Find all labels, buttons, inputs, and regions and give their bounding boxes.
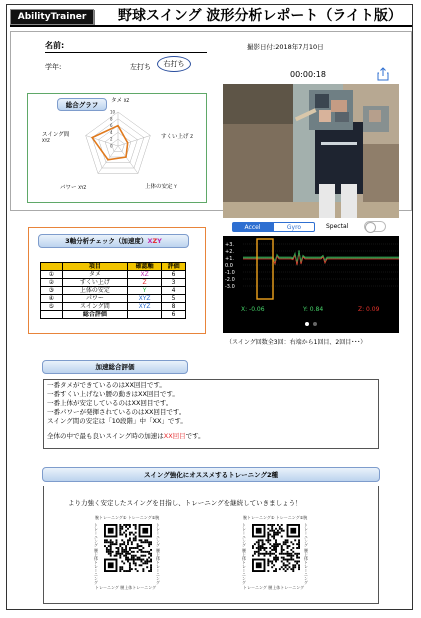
cell-axis: XYZ <box>128 295 162 303</box>
swing-count-note: （スイング回数全3回：右端から1回目、2回目･･･） <box>226 339 367 346</box>
training-subtitle: より力強く安定したスイングを目指し、トレーニングを継続していきましょう！ <box>68 499 302 507</box>
table-row <box>41 271 186 279</box>
wave-y-tick-label: -1.0 <box>225 270 235 276</box>
cell-score: 4 <box>162 287 186 295</box>
page-dot-active[interactable] <box>305 322 309 326</box>
radar-axis-label-sukuiage: すくい上げ Z <box>161 134 194 140</box>
table-row <box>41 279 186 287</box>
check3-title: 3軸分析チェック（加速度）XZY <box>38 234 189 248</box>
cell-total-label: 総合評価 <box>62 311 127 319</box>
left-batter-option[interactable]: 左打ち <box>130 63 151 71</box>
readout-x: X: -0.06 <box>241 306 265 313</box>
table-row <box>41 295 186 303</box>
cell-axis: XZ <box>128 271 162 279</box>
cell-axis: Y <box>128 287 162 295</box>
waveform-graph <box>223 236 399 333</box>
qr-code-2[interactable] <box>252 524 300 572</box>
name-underline <box>45 52 207 53</box>
page-dot[interactable] <box>313 322 317 326</box>
spectral-label: Spectal <box>326 223 349 230</box>
card-1-bottom-text: トレーニング 腰上体トレーニング <box>95 585 157 590</box>
cell-item: パワー <box>62 295 127 303</box>
radar-chart <box>28 94 206 202</box>
share-icon[interactable] <box>376 66 390 80</box>
evaluation-line-2: 一番すくい上げない腰の動きはXX回目です。 <box>47 390 179 398</box>
cell-score: 3 <box>162 279 186 287</box>
cell-item: スイング間 <box>62 303 127 311</box>
swing-video-frame[interactable] <box>223 84 399 218</box>
cell-no: ④ <box>41 295 63 303</box>
app-logo: AbilityTrainer <box>10 9 94 25</box>
readout-z: Z: 0.09 <box>358 306 380 313</box>
card-2-bottom-text: トレーニング 腰上体トレーニング <box>243 585 305 590</box>
card-2-left-text: トレーニング 腰上体トレーニング <box>242 523 247 585</box>
wave-series-y <box>243 252 399 262</box>
cell-no: ⑤ <box>41 303 63 311</box>
wave-y-tick-label: -2.0 <box>225 277 235 283</box>
cell-axis: XYZ <box>128 303 162 311</box>
cell-item: すくい上げ <box>62 279 127 287</box>
wave-series-x <box>243 250 399 265</box>
radar-axis-label-tame: タメ XZ <box>111 98 130 104</box>
check3-table <box>40 262 186 319</box>
evaluation-summary: 全体の中で最も良いスイング時の加速はXX回目です。 <box>47 432 205 440</box>
check3-table-wrap <box>40 262 190 319</box>
table-row <box>41 287 186 295</box>
wave-y-tick-label: +2. <box>225 249 234 255</box>
report-title: 野球スイング 波形分析レポート（ライト版） <box>118 8 402 24</box>
evaluation-text <box>43 379 379 449</box>
cell-no: ② <box>41 279 63 287</box>
card-1-left-text: トレーニング 腰上体トレーニング <box>94 523 99 585</box>
tab-gyro[interactable]: Gyro <box>273 222 315 232</box>
qr-code-1[interactable] <box>104 524 152 572</box>
cell-blank <box>41 311 63 319</box>
table-header-item: 項目 <box>62 263 127 271</box>
video-time: 00:00:18 <box>290 70 326 79</box>
cell-score: 5 <box>162 295 186 303</box>
cell-item: 上体の安定 <box>62 287 127 295</box>
wave-series-z <box>243 253 399 265</box>
wave-tabs <box>223 221 399 233</box>
readout-y: Y: 0.84 <box>303 306 324 313</box>
radar-axis-label-swingkan: スイング間 XYZ <box>42 132 70 143</box>
card-2-top-text: 腕トレーニング① トレーニング①腕 <box>243 515 308 520</box>
evaluation-title: 加速総合評価 <box>42 360 188 374</box>
table-header-no <box>41 263 63 271</box>
wave-y-tick-label: +1. <box>225 256 234 262</box>
name-label: 名前: <box>45 41 65 50</box>
radar-axis-label-joutai: 上体の安定 Y <box>145 184 177 190</box>
table-header-axis: 確認軸 <box>128 263 162 271</box>
table-header-score: 評価 <box>162 263 186 271</box>
radar-tick-label: 8 <box>110 116 113 122</box>
card-1-top-text: 腕トレーニング① トレーニング①腕 <box>95 515 160 520</box>
cell-score: 8 <box>162 303 186 311</box>
shooting-date: 撮影日付:2018年7月10日 <box>247 43 324 51</box>
swing-highlight-box <box>257 239 273 299</box>
header-divider <box>10 25 412 27</box>
evaluation-line-4: 一番パワーが発揮されているのはXX回目です。 <box>47 408 186 416</box>
radar-tick-label: 0 <box>110 143 113 149</box>
cell-score: 6 <box>162 271 186 279</box>
wave-y-tick-label: +3. <box>225 242 234 248</box>
radar-tick-label: 6 <box>110 123 113 129</box>
radar-title: 総合グラフ <box>57 98 107 111</box>
spectral-toggle[interactable] <box>364 221 386 232</box>
table-row <box>41 303 186 311</box>
evaluation-line-3: 一番上体が安定しているのはXX回目です。 <box>47 399 173 407</box>
radar-tick-label: 2 <box>110 136 113 142</box>
table-total-row <box>41 311 186 319</box>
right-batter-option[interactable]: 右打ち <box>157 56 191 72</box>
cell-no: ① <box>41 271 63 279</box>
radar-tick-label: 10 <box>110 109 116 115</box>
evaluation-line-5: スイング間の安定は「10段階」中「XX」です。 <box>47 417 187 425</box>
card-2-right-text: トレーニング 腰上体トレーニング <box>304 523 309 585</box>
cell-no: ③ <box>41 287 63 295</box>
cell-total-score: 6 <box>162 311 186 319</box>
training-card-1[interactable] <box>95 515 169 593</box>
evaluation-line-1: 一番タメができているのはXX回目です。 <box>47 381 166 389</box>
cell-axis: Z <box>128 279 162 287</box>
wave-y-tick-label: -3.0 <box>225 284 235 290</box>
training-card-2[interactable] <box>243 515 317 593</box>
card-1-right-text: トレーニング 腰上体トレーニング <box>156 523 161 585</box>
grade-label: 学年: <box>45 63 62 71</box>
tab-accel[interactable]: Accel <box>232 222 273 232</box>
training-title: スイング強化にオススメするトレーニング2種 <box>42 467 380 482</box>
cell-blank <box>128 311 162 319</box>
radar-tick-label: 4 <box>110 129 113 135</box>
wave-y-tick-label: 0.0 <box>225 263 233 269</box>
radar-axis-label-power: パワー XYZ <box>60 185 87 191</box>
cell-item: タメ <box>62 271 127 279</box>
